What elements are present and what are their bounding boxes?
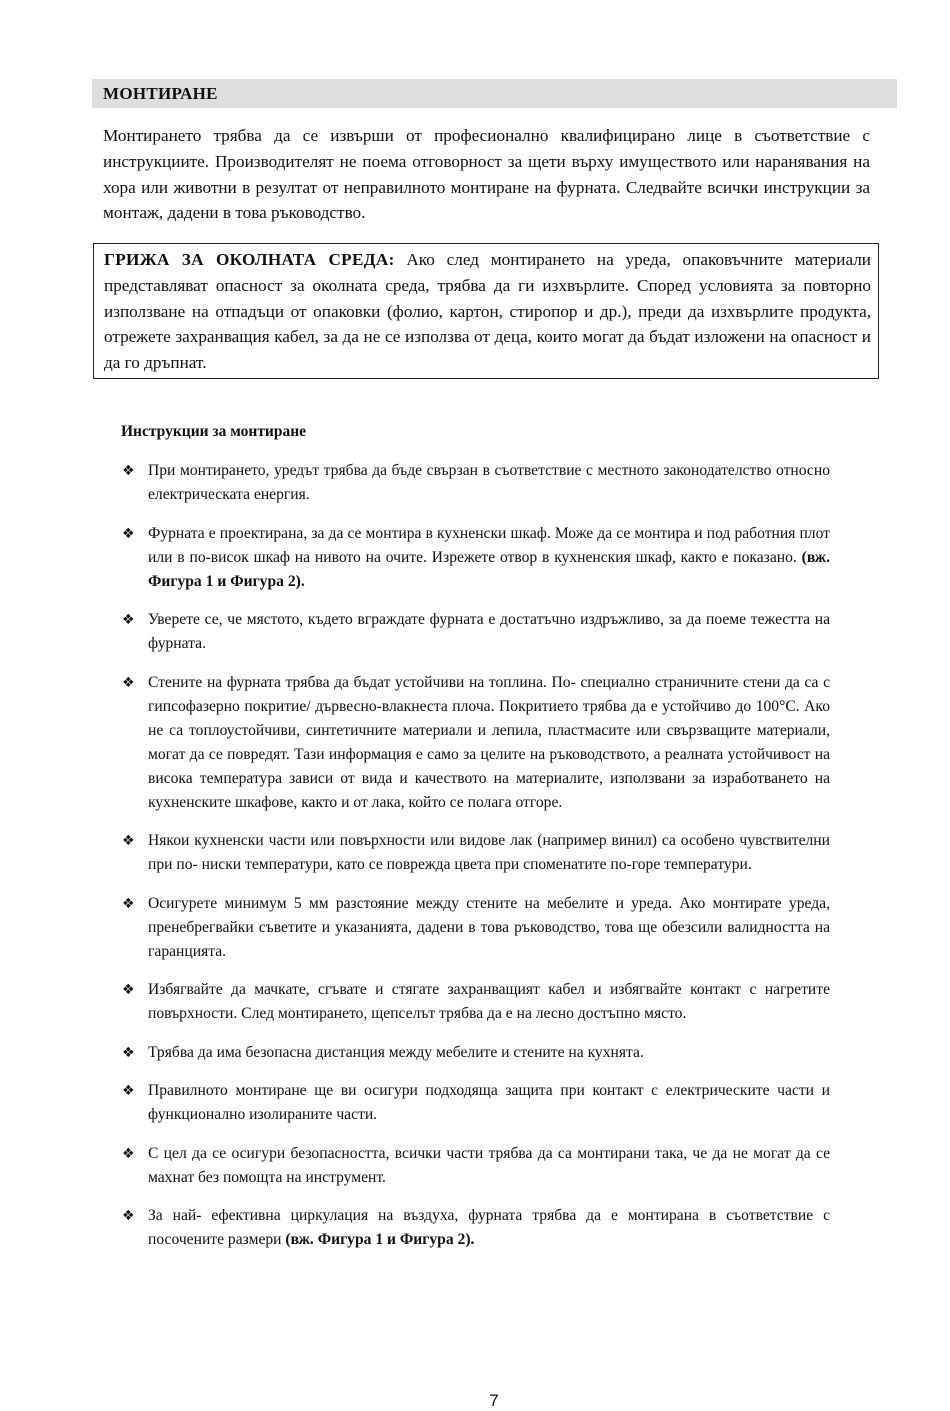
- list-item-text: Уверете се, че мястото, където вграждате фурната е достатъчно издръжливо, за да поеме тежестта на фурната.: [148, 611, 830, 652]
- diamond-bullet-icon: ❖: [122, 612, 135, 628]
- list-item-text: Правилното монтиране ще ви осигури подходяща защита при контакт с електрическите части и функционално изолираните части.: [148, 1082, 830, 1123]
- section-title: МОНТИРАНЕ: [103, 84, 218, 103]
- list-item-text: Някои кухненски части или повърхности или видове лак (например винил) са особено чувствителни при по- ниски температури, като се поврежда цвета при споменатите по-горе температури.: [148, 832, 830, 873]
- list-item: [122, 671, 830, 815]
- list-item: [122, 829, 830, 877]
- instructions-title: Инструкции за монтиране: [121, 423, 307, 440]
- list-item-text: Избягвайте да мачкате, сгъвате и стягате захранващият кабел и избягвайте контакт с нагретите повърхности. След монтирането, щепселът трябва да е на лесно достъпно място.: [148, 981, 830, 1022]
- list-item: [122, 1142, 830, 1190]
- list-item-text: Трябва да има безопасна дистанция между мебелите и стените на кухнята.: [148, 1043, 644, 1061]
- list-item-text: При монтирането, уредът трябва да бъде свързан в съответствие с местното законодателство относно електрическата енергия.: [148, 462, 830, 503]
- environment-notice-text: [104, 247, 871, 376]
- diamond-bullet-icon: ❖: [122, 982, 135, 998]
- diamond-bullet-icon: ❖: [122, 895, 135, 912]
- list-item: [122, 1041, 830, 1065]
- list-item: [122, 892, 830, 964]
- diamond-bullet-icon: ❖: [122, 463, 135, 479]
- list-item-text: За най- ефективна циркулация на въздуха, фурната трябва да е монтирана в съответствие с посочените размери: [148, 1207, 830, 1248]
- list-item: [122, 1204, 830, 1252]
- instructions-list: [122, 459, 830, 1267]
- list-item: [122, 978, 830, 1026]
- diamond-bullet-icon: ❖: [122, 1208, 135, 1224]
- intro-paragraph: Монтирането трябва да се извърши от професионално квалифицирано лице в съответствие с инструкциите. Производителят не поема отговорност за щети върху имуществото или наранявания на хора или животни в резултат от неправилното монтиране на фурната. Следвайте всички инструкции за монтаж, дадени в това ръководство.: [103, 126, 870, 223]
- list-item-text: Осигурете минимум 5 мм разстояние между стените на мебелите и уреда. Ако монтирате уреда, пренебрегвайки съветите и указанията, дадени в това ръководство, това ще обезсили валидността на гаранцията.: [148, 894, 830, 960]
- list-item-text: С цел да се осигури безопасността, всички части трябва да са монтирани така, че да не могат да се махнат без помощта на инструмент.: [148, 1144, 830, 1186]
- section-header-bar: [92, 79, 897, 108]
- environment-notice-box: [93, 243, 879, 379]
- environment-notice-label: ГРИЖА ЗА ОКОЛНАТА СРЕДА:: [104, 250, 395, 269]
- list-item: [122, 522, 830, 594]
- list-item-reference: (вж. Фигура 1 и Фигура 2).: [148, 548, 830, 590]
- diamond-bullet-icon: ❖: [122, 833, 135, 849]
- list-item: [122, 1079, 830, 1127]
- list-item: [122, 608, 830, 656]
- diamond-bullet-icon: ❖: [122, 1145, 135, 1162]
- list-item-reference: (вж. Фигура 1 и Фигура 2).: [285, 1231, 475, 1248]
- list-item-text: Фурната е проектирана, за да се монтира в кухненски шкаф. Може да се монтира и под работния плот или в по-висок шкаф на нивото на очите. Изрежете отвор в кухненския шкаф, както е показано.: [148, 524, 830, 566]
- diamond-bullet-icon: ❖: [122, 1044, 135, 1061]
- diamond-bullet-icon: ❖: [122, 525, 135, 542]
- diamond-bullet-icon: ❖: [122, 674, 135, 691]
- list-item-text: Стените на фурната трябва да бъдат устойчиви на топлина. По- специално страничните стени да са с гипсофазерно покритие/ дървесно-влакнеста плоча. Покритието трябва да е устойчиво до 100°C. Ако не са топлоустойчиви, синтетичните материали и лепила, пластмасите или свързващите материали, могат да се повредят. Тази информация е само за целите на ръководството, а реалната устойчивост на висока температура зависи от вида и качеството на материалите, използвани за изработването на кухненските шкафове, както и от лака, който се полага отгоре.: [148, 673, 830, 811]
- environment-notice-body: Ако след монтирането на уреда, опаковъчните материали представляват опасност за околната среда, трябва да ги изхвърлите. Според условията за повторно използване на отпадъци от опаковки (фолио, картон, стиропор и др.), преди да изхвърлите продукта, отрежете захранващия кабел, за да не се използва от деца, които могат да бъдат изложени на опасност и да го дръпнат.: [104, 250, 872, 373]
- page-number: 7: [489, 1391, 499, 1410]
- diamond-bullet-icon: ❖: [122, 1083, 135, 1099]
- list-item: [122, 459, 830, 507]
